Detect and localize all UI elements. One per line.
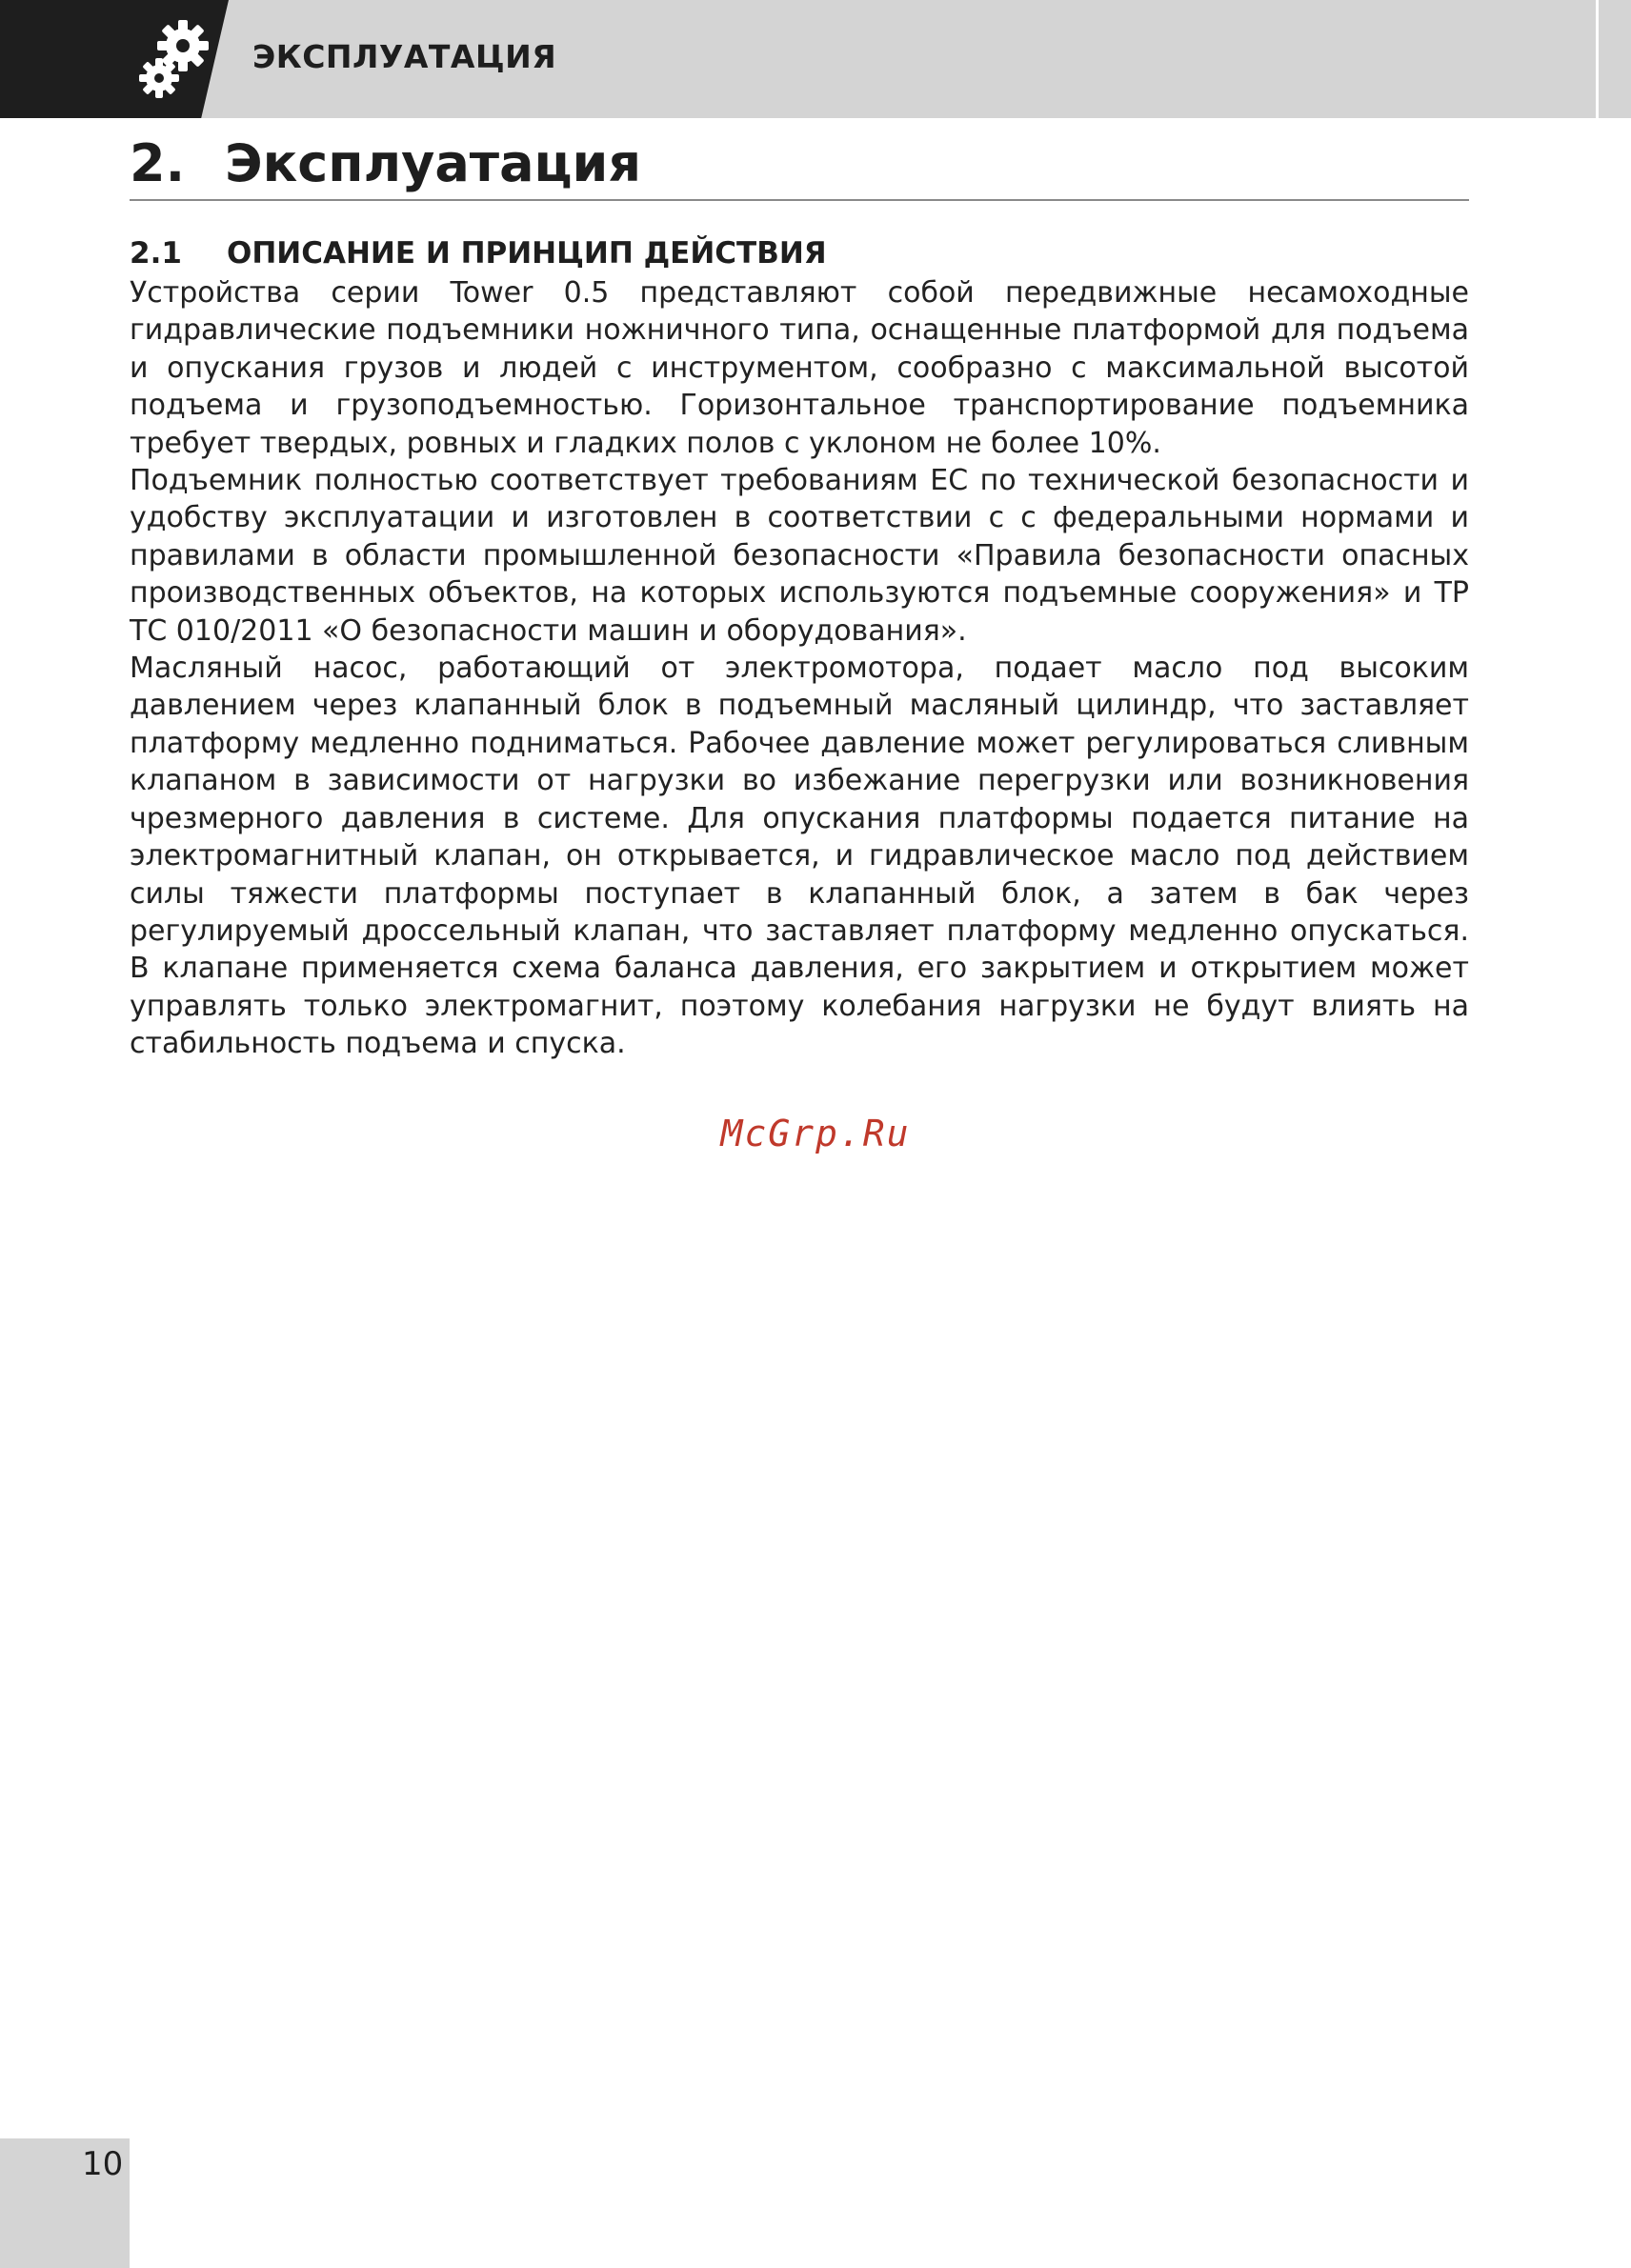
watermark: McGrp.Ru [720,1113,911,1154]
header-bar [0,0,1631,118]
chapter-title-text: Эксплуатация [225,133,642,193]
chapter-number: 2. [130,133,186,193]
paragraph-3: Масляный насос, работающий от электромотора, подает масло под высоким давлением через клапанный блок в подъемный масляный цилиндр, что заставляет платформу медленно подниматься. Рабочее давление может регулироваться сливным клапаном в зависимости от нагрузки во избежание перегрузки или возникновения чрезмерного давления в системе. Для опускания платформы подается питание на электромагнитный клапан, он открывается, и гидравлическое масло под действием силы тяжести платформы поступает в клапанный блок, а затем в бак через регулируемый дроссельный клапан, что заставляет платформу медленно опускаться. В клапане применяется схема баланса давления, его закрытием и открытием может управлять только электромагнит, поэтому колебания нагрузки не будут влиять на стабильность подъема и спуска. [130,652,1469,1061]
section-title [130,236,1469,271]
body-text [130,274,1469,1063]
paragraph-1: Устройства серии Tower 0.5 представляют собой передвижные несамоходные гидравлические подъемники ножничного типа, оснащенные платформой для подъема и опускания грузов и людей с инструментом, сообразно с максимальной высотой подъема и грузоподъемностью. Горизонтальное транспортирование подъемника требует твердых, ровных и гладких полов с уклоном не более 10%. [130,276,1469,460]
header-divider [1596,0,1599,118]
section-number: 2.1 [130,236,182,271]
gears-icon [133,17,219,103]
page-number: 10 [82,2145,124,2183]
header-section-label: ЭКСПЛУАТАЦИЯ [252,38,557,75]
paragraph-2: Подъемник полностью соответствует требованиям ЕС по технической безопасности и удобству эксплуатации и изготовлен в соответствии с с федеральными нормами и правилами в области промышленной безопасности «Правила безопасности опасных производственных объектов, на которых используются подъемные сооружения» и ТР ТС 010/2011 «О безопасности машин и оборудования». [130,464,1469,648]
section-title-text: ОПИСАНИЕ И ПРИНЦИП ДЕЙСТВИЯ [227,236,827,271]
chapter-title [130,133,1469,201]
